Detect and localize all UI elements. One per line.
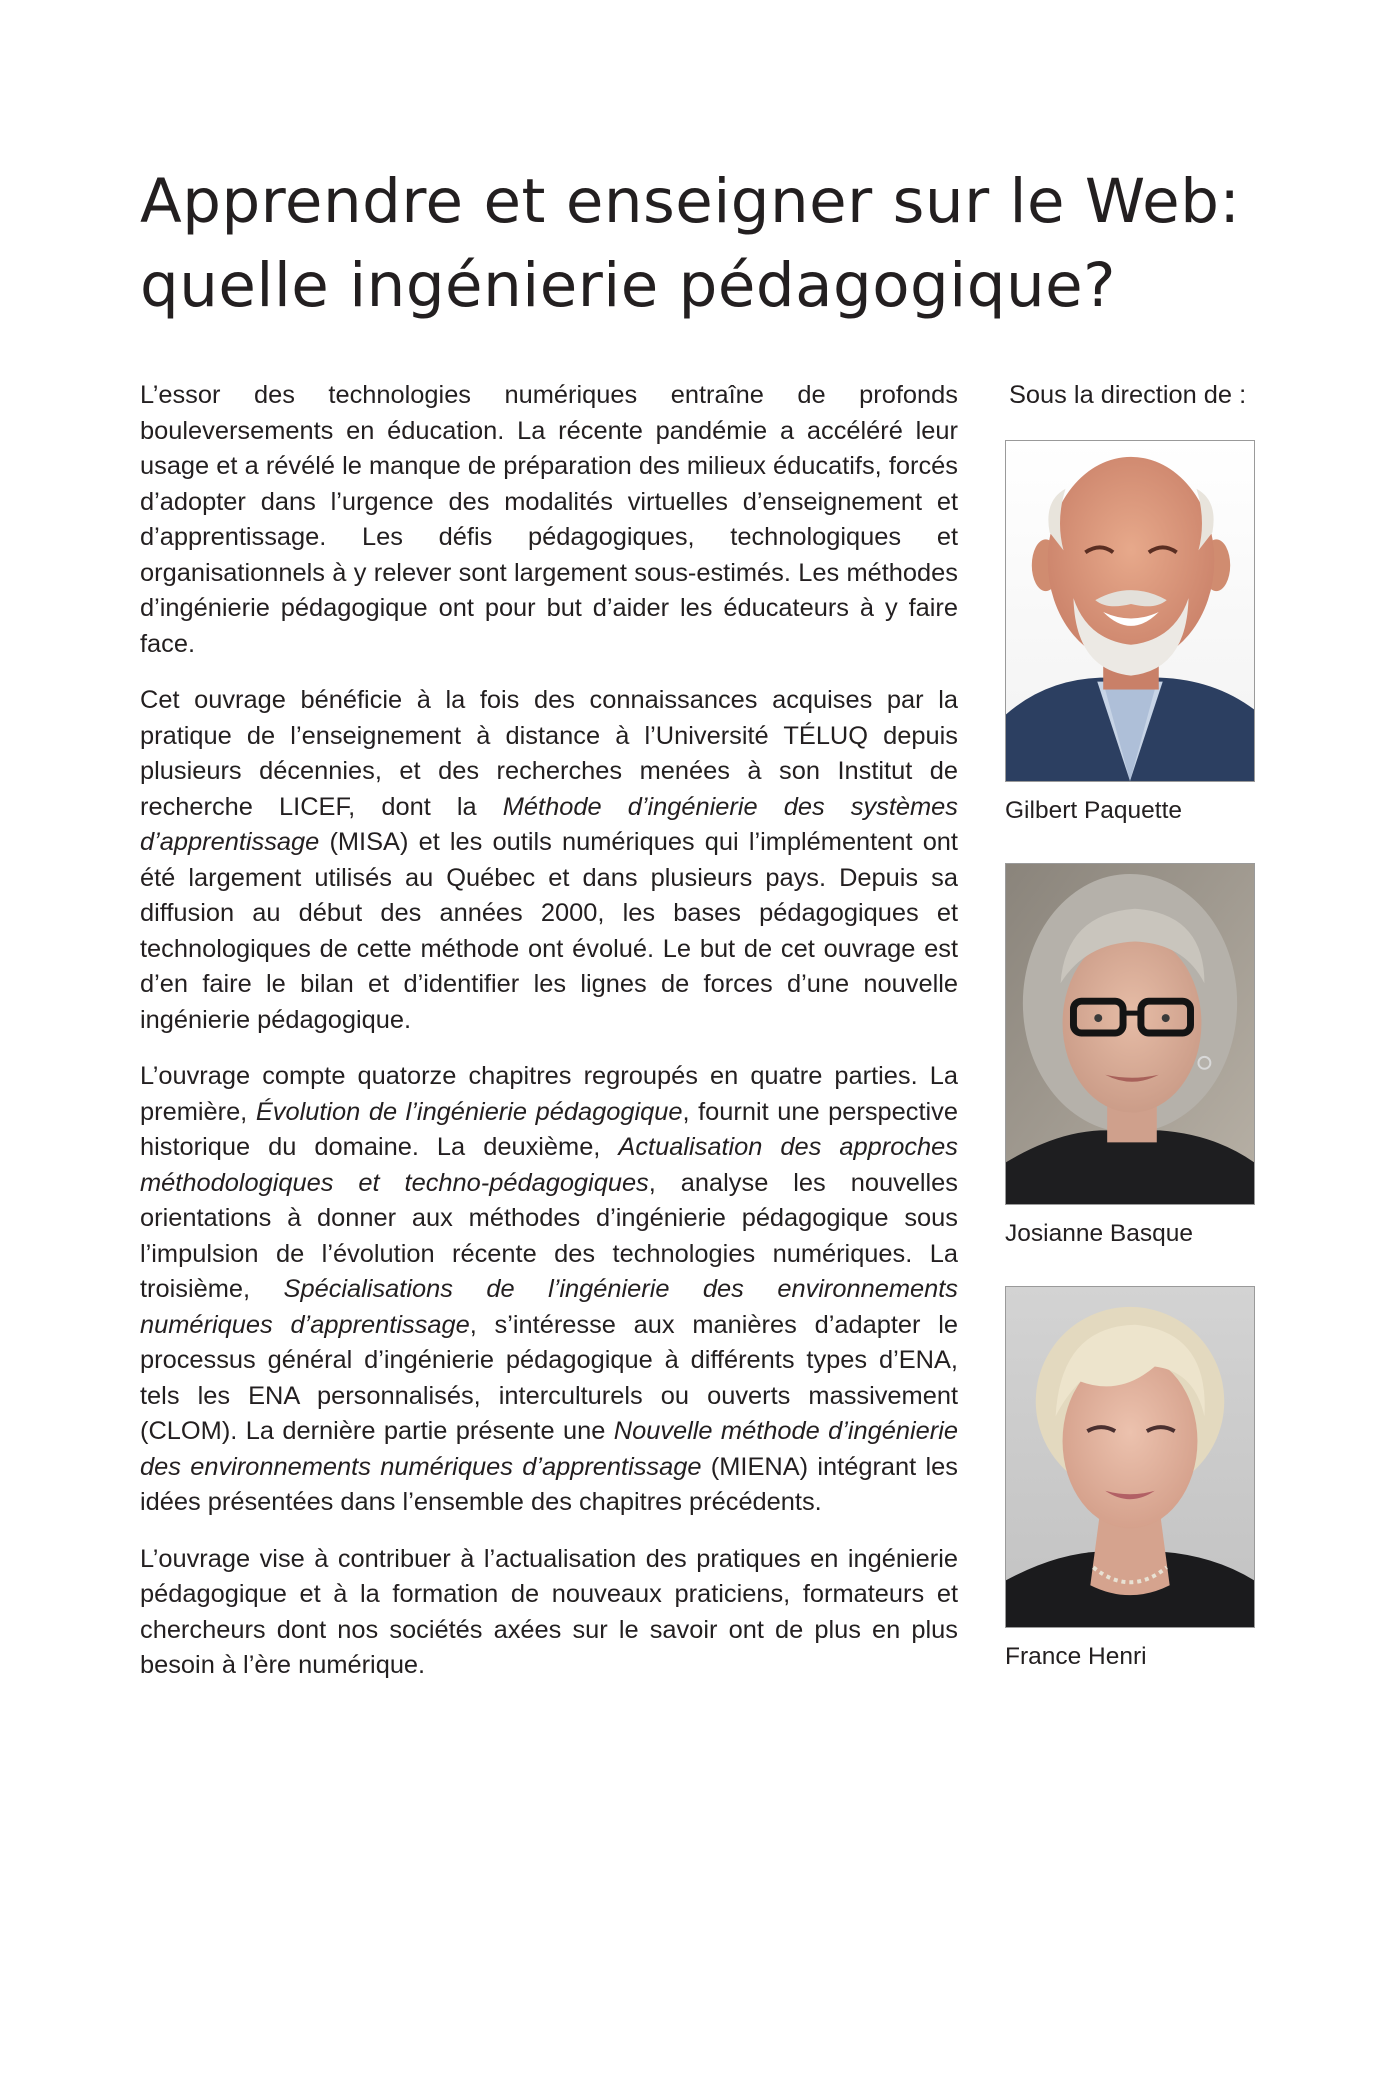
paragraph-2 — [140, 683, 958, 1038]
italic-title-run: Nouvelle méthode d’ingénierie des environnements numériques d’apprentissage — [140, 1417, 958, 1481]
text-run: (MIENA) intégrant les idées présentées dans l’ensemble des chapitres précédents. — [140, 1452, 958, 1516]
text-run: , s’intéresse aux manières d’adapter le processus général d’ingénierie pédagogique à différents types d’ENA, tels les ENA personnalisés, interculturels ou ouverts massivement (CLOM). La dernière partie présente une — [140, 1310, 958, 1445]
author-photo — [1005, 440, 1255, 782]
text-run: , fournit une perspective historique du domaine. La deuxième, — [140, 1097, 958, 1161]
author-josianne-basque — [1005, 863, 1255, 1249]
italic-title-run: Spécialisations de l’ingénierie des environnements numériques d’apprentissage — [140, 1275, 959, 1339]
paragraph-4 — [140, 1542, 958, 1684]
book-title-line-1: Apprendre et enseigner sur le Web: — [140, 166, 1241, 237]
text-run: L’essor des technologies numériques entraîne de profonds bouleversements en éducation. La récente pandémie a accéléré leur usage et a révélé le manque de préparation des milieux éducatifs, forcés d’adopter dans l’urgence des modalités virtuelles d’enseignement et d’apprentissage. Les défis pédagogiques, technologiques et organisationnels à y relever sont largement sous-estimés. Les méthodes d’ingénierie pédagogique ont pour but d’aider les éducateurs à y faire face. — [140, 381, 958, 658]
author-name: Gilbert Paquette — [1005, 797, 1183, 824]
author-france-henri — [1005, 1286, 1255, 1672]
italic-title-run: Actualisation des approches méthodologiques et techno-pédagogiques — [140, 1133, 958, 1197]
portrait-woman-image — [1006, 1287, 1254, 1627]
author-name: Josianne Basque — [1005, 1220, 1193, 1247]
portrait-woman-glasses-image — [1006, 864, 1254, 1204]
paragraph-1 — [140, 378, 958, 662]
portrait-man-image — [1006, 441, 1254, 781]
book-title — [140, 160, 1320, 328]
italic-title-run: Évolution de l’ingénierie pédagogique — [255, 1097, 683, 1126]
text-run: , analyse les nouvelles orientations à donner aux méthodes d’ingénierie pédagogique sous l’impulsion de l’évolution récente des technologies numériques. La troisième, — [140, 1168, 958, 1303]
paragraph-3 — [140, 1059, 958, 1521]
text-run: Cet ouvrage bénéficie à la fois des connaissances acquises par la pratique de l’enseignement à distance à l’Université TÉLUQ depuis plusieurs décennies, et des recherches menées à son Institut de recherche LICEF, dont la — [140, 686, 958, 821]
text-run: L’ouvrage vise à contribuer à l’actualisation des pratiques en ingénierie pédagogique et à la formation de nouveaux praticiens, formateurs et chercheurs dont nos sociétés axées sur le savoir ont de plus en plus besoin à l’ère numérique. — [140, 1544, 958, 1679]
author-gilbert-paquette — [1005, 440, 1255, 826]
author-name: France Henri — [1005, 1643, 1147, 1670]
editors-heading: Sous la direction de : — [1009, 381, 1247, 409]
author-photo — [1005, 863, 1255, 1205]
description-text — [140, 378, 958, 1705]
italic-title-run: Méthode d’ingénierie des systèmes d’apprentissage — [140, 792, 958, 856]
editors-sidebar — [1005, 378, 1265, 1670]
book-title-line-2: quelle ingénierie pédagogique? — [140, 250, 1117, 321]
author-photo — [1005, 1286, 1255, 1628]
text-run: L’ouvrage compte quatorze chapitres regroupés en quatre parties. La première, — [140, 1062, 958, 1126]
text-run: (MISA) et les outils numériques qui l’implémentent ont été largement utilisés au Québec et dans plusieurs pays. Depuis sa diffusion au début des années 2000, les bases pédagogiques et technologiques de cette méthode ont évolué. Le but de cet ouvrage est d’en faire le bilan et d’identifier les lignes de forces d’une nouvelle ingénierie pédagogique. — [140, 828, 958, 1034]
